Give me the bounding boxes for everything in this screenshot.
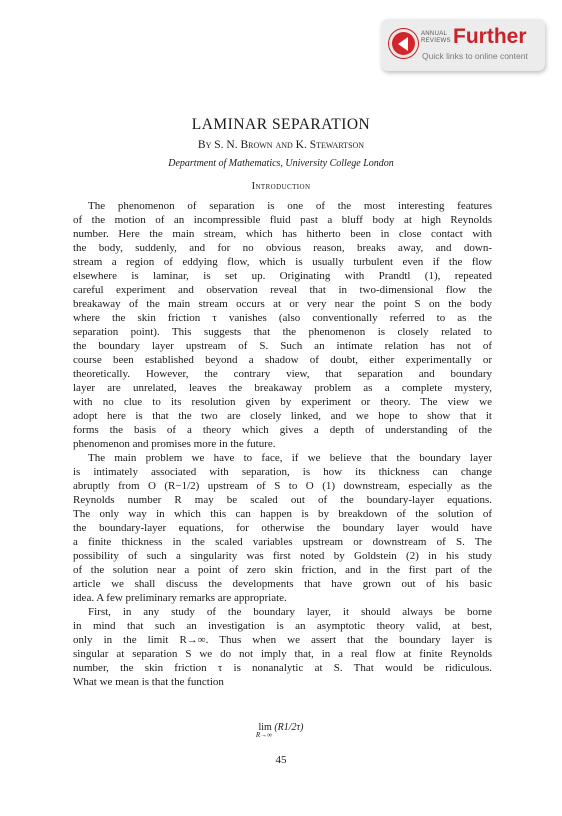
affiliation: Department of Mathematics, University College London bbox=[168, 158, 394, 169]
body-line: singular at separation S we do not imply that, in a real flow at finite Reynolds bbox=[73, 648, 492, 660]
author-1: S. N. Brown bbox=[214, 139, 273, 151]
annual-reviews-logo-text: ANNUAL REVIEWS bbox=[421, 31, 451, 44]
body-line: with no clue to its resolution given by experiment or theory. The view we bbox=[73, 396, 492, 408]
formula-subscript: R→∞ bbox=[255, 731, 273, 739]
body-line: of the solution near a point of zero skin friction, and in the first part of the bbox=[73, 564, 492, 576]
body-line: in mind that such an investigation is an asymptotic theory valid, at best, bbox=[73, 620, 492, 632]
body-line: of the motion of an incompressible fluid past a bluff body at high Reynolds bbox=[73, 214, 492, 226]
body-line: possibility of such a singularity was first noted by Goldstein (2) in his study bbox=[73, 550, 492, 562]
body-line: theoretically. However, the contrary view, that separation and boundary bbox=[73, 368, 492, 380]
section-heading: Introduction bbox=[251, 181, 311, 192]
body-line: phenomenon and promises more in the future. bbox=[73, 438, 276, 450]
body-line: The phenomenon of separation is one of the most interesting features bbox=[88, 200, 492, 212]
body-text bbox=[73, 199, 492, 689]
body-line: adopt here is that the two are closely linked, and we hope to show that it bbox=[73, 410, 492, 422]
body-line: forms the basis of a theory which gives a depth of understanding of the bbox=[73, 424, 492, 436]
badge-tagline: Quick links to online content bbox=[422, 51, 528, 61]
body-line: number. Here the main stream, which has hitherto been in close contact with bbox=[73, 228, 492, 240]
article-authors bbox=[0, 139, 562, 151]
body-line: breakaway of the main stream occurs at or very near the point S on the body bbox=[73, 298, 492, 310]
body-line: The main problem we have to face, if we believe that the boundary layer bbox=[88, 452, 492, 464]
body-line: separation point). This suggests that the phenomenon is closely related to bbox=[73, 326, 492, 338]
further-label: Further bbox=[453, 25, 527, 48]
body-line: The only way in which this can happen is by breakdown of the solution of bbox=[73, 508, 492, 520]
formula-lim: lim bbox=[258, 722, 272, 733]
body-line: course been established beyond a shadow of doubt, either experimentally or bbox=[73, 354, 492, 366]
body-line: Reynolds number R may be scaled out of the boundary-layer equations. bbox=[73, 494, 492, 506]
by-label: By bbox=[197, 139, 212, 151]
annual-reviews-further-badge[interactable] bbox=[381, 19, 545, 71]
body-line: only in the limit R→∞. Thus when we assert that the boundary layer is bbox=[73, 634, 492, 646]
body-line: article we shall discuss the developments that have grown out of his basic bbox=[73, 578, 492, 590]
body-line: the body, suddenly, and for no obvious reason, breaks away, and down- bbox=[73, 242, 492, 254]
body-line: number, the skin friction τ is nonanalytic at S. That would be ridiculous. bbox=[73, 662, 492, 674]
and-label: and bbox=[275, 139, 293, 151]
play-back-arrow-icon bbox=[389, 29, 418, 58]
body-line: layer are unrelated, leaves the breakaway problem as a complete mystery, bbox=[73, 382, 492, 394]
body-line: where the skin friction τ vanishes (also conventionally referred to as the bbox=[73, 312, 492, 324]
body-line: First, in any study of the boundary layer, it should always be borne bbox=[88, 606, 492, 618]
body-line: the boundary layer upstream of S. Such an intimate relation has not of bbox=[73, 340, 492, 352]
article-title: LAMINAR SEPARATION bbox=[191, 116, 371, 133]
body-line: the boundary-layer equations, for otherwise the boundary layer would have bbox=[73, 522, 492, 534]
formula bbox=[0, 722, 562, 739]
body-line: What we mean is that the function bbox=[73, 676, 224, 688]
formula-expression: (R1/2τ) bbox=[274, 722, 304, 733]
body-line: abruptly from O (R−1/2) upstream of S to O (1) downstream, especially as the bbox=[73, 480, 492, 492]
page-number: 45 bbox=[275, 754, 287, 766]
body-line: elsewhere is laminar, is set up. Originating with Prandtl (1), repeated bbox=[73, 270, 492, 282]
body-line: is intimately associated with separation, is how its thickness can change bbox=[73, 466, 492, 478]
author-2: K. Stewartson bbox=[295, 139, 365, 151]
body-line: stream a region of eddying flow, which is usually turbulent even if the flow bbox=[73, 256, 492, 268]
body-line: a finite thickness in the scaled variables upstream or downstream of S. The bbox=[73, 536, 492, 548]
body-line: idea. A few preliminary remarks are appropriate. bbox=[73, 592, 287, 604]
body-line: careful experiment and observation reveal that in two-dimensional flow the bbox=[73, 284, 492, 296]
